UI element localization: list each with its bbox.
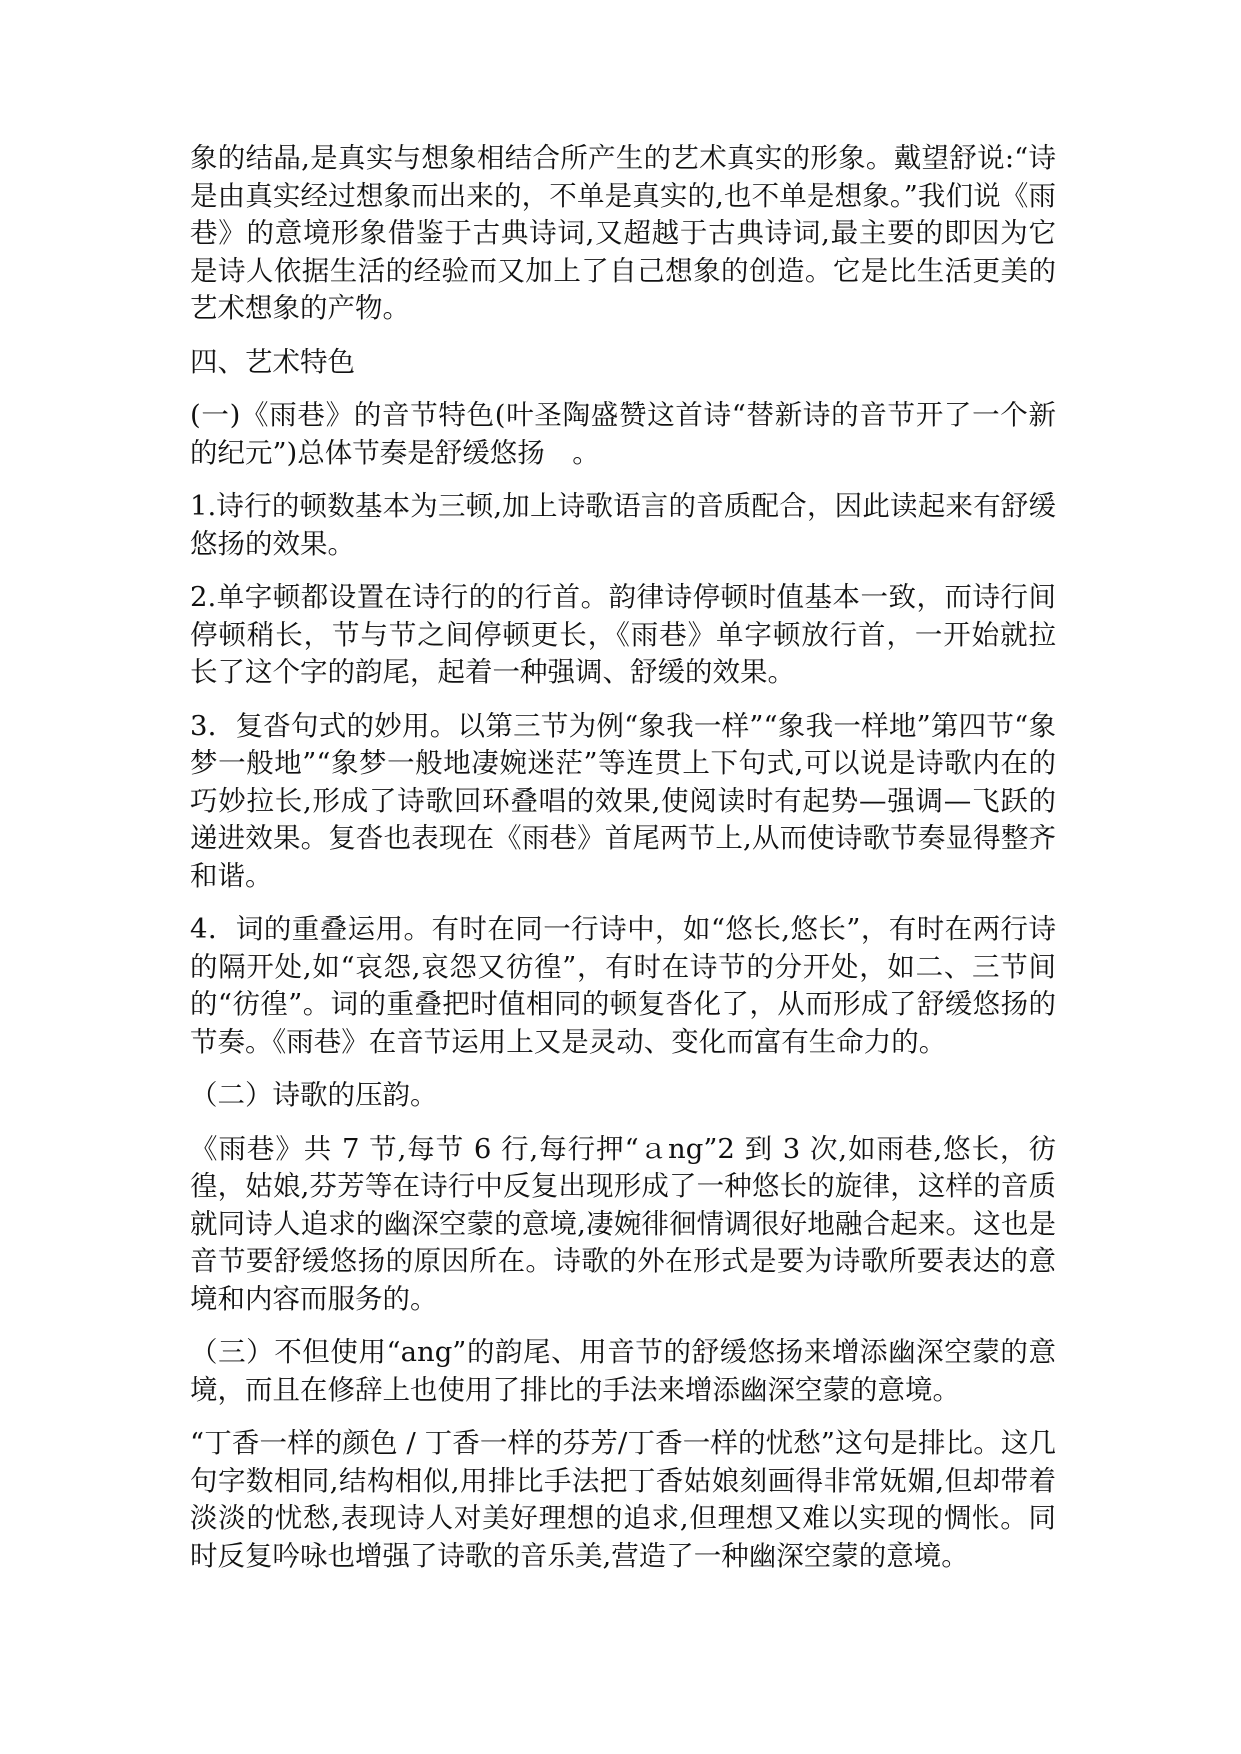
point-4-word-overlap: 4．词的重叠运用。有时在同一行诗中，如“悠长,悠长”，有时在两行诗的隔开处,如“哀怨,哀怨又彷徨”，有时在诗节的分开处，如二、三节间的“彷徨”。词的重叠把时值相同的顿复沓化了，从而形成了舒缓悠扬的节奏。《雨巷》在音节运用上又是灵动、变化而富有生命力的。	[190, 913, 1056, 1058]
subsection-rhythm-features: (一)《雨巷》的音节特色(叶圣陶盛赞这首诗“替新诗的音节开了一个新的纪元”)总体节奏是舒缓悠扬 。	[190, 399, 1056, 469]
point-1-three-pauses: 1.诗行的顿数基本为三顿,加上诗歌语言的音质配合，因此读起来有舒缓悠扬的效果。	[190, 490, 1056, 560]
paragraph-parallelism-example: “丁香一样的颜色 / 丁香一样的芬芳/丁香一样的忧愁”这句是排比。这几句字数相同,结构相似,用排比手法把丁香姑娘刻画得非常妩媚,但却带着淡淡的忧愁,表现诗人对美好理想的追求,但理想又难以实现的惆怅。同时反复吟咏也增强了诗歌的音乐美,营造了一种幽深空蒙的意境。	[190, 1427, 1056, 1572]
subsection-rhyme: （二）诗歌的压韵。	[190, 1079, 438, 1111]
section-heading-art-features: 四、艺术特色	[190, 345, 355, 378]
paragraph-continuation: 象的结晶,是真实与想象相结合所产生的艺术真实的形象。戴望舒说:“诗是由真实经过想象而出来的，不单是真实的,也不单是想象。”我们说《雨巷》的意境形象借鉴于古典诗词,又超越于古典诗词,最主要的即因为它是诗人依据生活的经验而又加上了自己想象的创造。它是比生活更美的艺术想象的产物。	[190, 142, 1056, 324]
point-3-repetition: 3．复沓句式的妙用。以第三节为例“象我一样”“象我一样地”第四节“象梦一般地”“象梦一般地凄婉迷茫”等连贯上下句式,可以说是诗歌内在的巧妙拉长,形成了诗歌回环叠唱的效果,使阅读时有起势—强调—飞跃的递进效果。复沓也表现在《雨巷》首尾两节上,从而使诗歌节奏显得整齐和谐。	[190, 709, 1056, 892]
point-2-single-char-pause: 2.单字顿都设置在诗行的的行首。韵律诗停顿时值基本一致，而诗行间停顿稍长，节与节之间停顿更长，《雨巷》单字顿放行首，一开始就拉长了这个字的韵尾，起着一种强调、舒缓的效果。	[190, 581, 1056, 688]
paragraph-rhyme-detail: 《雨巷》共 7 节,每节 6 行,每行押“ａng”2 到 3 次,如雨巷,悠长，彷徨，姑娘,芬芳等在诗行中反复出现形成了一种悠长的旋律，这样的音质就同诗人追求的幽深空蒙的意境,凄婉徘徊情调很好地融合起来。这也是音节要舒缓悠扬的原因所在。诗歌的外在形式是要为诗歌所要表达的意境和内容而服务的。	[190, 1132, 1056, 1315]
document-page	[190, 140, 1056, 1591]
subsection-parallelism: （三）不但使用“ang”的韵尾、用音节的舒缓悠扬来增添幽深空蒙的意境，而且在修辞上也使用了排比的手法来增添幽深空蒙的意境。	[190, 1336, 1056, 1406]
